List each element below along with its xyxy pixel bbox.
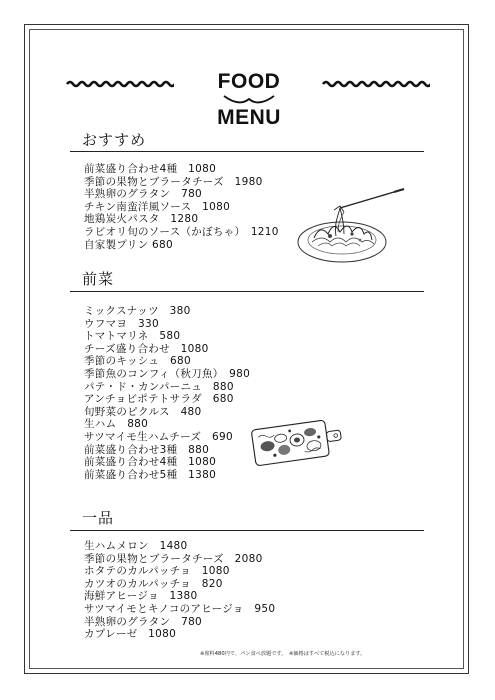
list-item: トマトマリネ 580 bbox=[84, 330, 181, 343]
list-item: 前菜盛り合わせ4種 1080 bbox=[84, 163, 217, 175]
list-item: ホタテのカルパッチョ 1080 bbox=[84, 565, 230, 578]
list-item: ミックスナッツ 380 bbox=[84, 305, 191, 317]
appetizer-list bbox=[84, 305, 250, 481]
list-item: カプレーゼ 1080 bbox=[84, 628, 177, 641]
section-divider bbox=[70, 291, 424, 292]
list-item: アンチョビポテトサラダ 680 bbox=[84, 393, 234, 406]
section-divider bbox=[70, 530, 424, 531]
list-item: 半熟卵のグラタン 780 bbox=[84, 615, 203, 628]
list-item: 海鮮アヒージョ 1380 bbox=[84, 590, 198, 603]
menu-title bbox=[190, 70, 308, 130]
footer-note: ※席料480円で、パン食べ放題です。 ※価格はすべて税込になります。 bbox=[200, 651, 366, 657]
list-item: 前菜盛り合わせ5種 1380 bbox=[84, 468, 217, 481]
list-item: 自家製プリン 680 bbox=[84, 238, 173, 251]
section-title-dishes: 一品 bbox=[82, 509, 115, 527]
section-divider bbox=[70, 151, 424, 152]
list-item: 半熟卵のグラタン 780 bbox=[84, 188, 203, 201]
list-item: ラビオリ旬のソース（かぼちゃ） 1210 bbox=[84, 225, 279, 238]
list-item: 季節のキッシュ 680 bbox=[84, 355, 191, 368]
list-item: 前菜盛り合わせ3種 880 bbox=[84, 443, 210, 456]
list-item: チキン南蛮洋風ソース 1080 bbox=[84, 200, 231, 213]
list-item: カツオのカルパッチョ 820 bbox=[84, 577, 223, 590]
list-item: 旬野菜のピクルス 480 bbox=[84, 405, 202, 418]
list-item: サツマイモとキノコのアヒージョ 950 bbox=[84, 602, 276, 615]
list-item: 季節の果物とブラータチーズ 2080 bbox=[84, 552, 263, 565]
title-swash-ornament bbox=[221, 94, 277, 104]
section-title-appetizers: 前菜 bbox=[82, 270, 115, 288]
list-item: パテ・ド・カンパーニュ 880 bbox=[84, 380, 234, 393]
list-item: チーズ盛り合わせ 1080 bbox=[84, 342, 209, 355]
recommended-list bbox=[84, 163, 279, 251]
right-wave-ornament bbox=[322, 79, 430, 89]
list-item: 季節の果物とブラータチーズ 1980 bbox=[84, 175, 263, 188]
list-item: 生ハムメロン 1480 bbox=[84, 540, 188, 552]
title-menu: MENU bbox=[217, 106, 281, 129]
section-title-recommended: おすすめ bbox=[82, 131, 147, 149]
dishes-list bbox=[84, 540, 275, 641]
title-food: FOOD bbox=[217, 70, 281, 93]
list-item: 季節魚のコンフィ（秋刀魚） 980 bbox=[84, 367, 251, 380]
left-wave-ornament bbox=[66, 79, 174, 89]
appetizer-board-illustration bbox=[247, 412, 347, 468]
list-item: サツマイモ生ハムチーズ 690 bbox=[84, 430, 233, 443]
list-item: 生ハム 880 bbox=[84, 418, 149, 431]
list-item: 地鶏炭火パスタ 1280 bbox=[84, 213, 199, 226]
pasta-plate-illustration bbox=[294, 186, 410, 268]
list-item: 前菜盛り合わせ4種 1080 bbox=[84, 456, 217, 469]
list-item: ウフマヨ 330 bbox=[84, 317, 159, 330]
